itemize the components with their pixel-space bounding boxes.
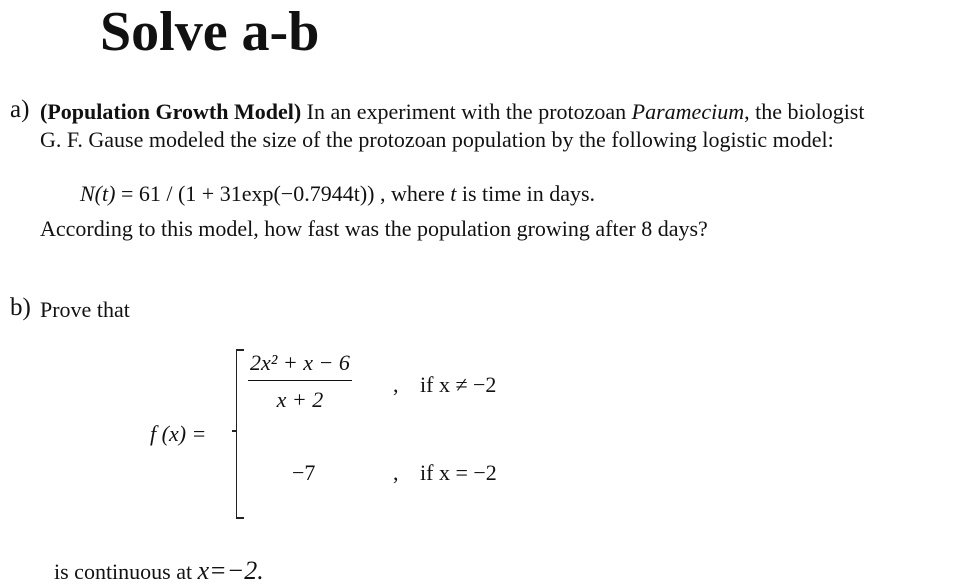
model-equation	[80, 181, 595, 207]
part-a-line1	[40, 99, 864, 125]
case-2-value: −7	[292, 460, 316, 485]
part-a-line1-end: , the biologist	[744, 99, 865, 124]
continuity-point: x=−2.	[197, 556, 264, 585]
case-1-comma: ,	[393, 372, 399, 397]
case-1-condition: if x ≠ −2	[420, 372, 497, 397]
case-1-numerator: 2x² + x − 6	[248, 350, 352, 381]
part-a-heading: (Population Growth Model)	[40, 99, 302, 124]
part-a-line2: G. F. Gause modeled the size of the protozoan population by the following logistic model:	[40, 127, 834, 152]
model-rhs: = 61 / (1 + 31exp(−0.7944t))	[115, 181, 375, 206]
case-1-fraction	[248, 350, 352, 413]
model-lhs: N(t)	[80, 181, 116, 206]
page-title: Solve a-b	[100, 1, 320, 63]
part-b-conclusion	[54, 558, 264, 585]
piecewise-function-lhs: f (x) =	[150, 421, 207, 446]
part-b-prompt: Prove that	[40, 297, 130, 322]
organism-name: Paramecium	[631, 99, 745, 124]
part-a-question: According to this model, how fast was the population growing after 8 days?	[40, 216, 708, 241]
case-1-denominator: x + 2	[276, 387, 324, 412]
model-tail: is time in days.	[456, 181, 596, 206]
case-2-comma: ,	[393, 460, 399, 485]
part-a-line1-rest: In an experiment with the protozoan	[301, 99, 632, 124]
model-where: , where	[374, 181, 451, 206]
conclusion-text: is continuous at	[54, 559, 193, 584]
part-a-label: a)	[10, 96, 30, 123]
case-2-condition: if x = −2	[420, 460, 497, 485]
part-b-label: b)	[10, 294, 31, 321]
model-var: t	[450, 181, 457, 206]
